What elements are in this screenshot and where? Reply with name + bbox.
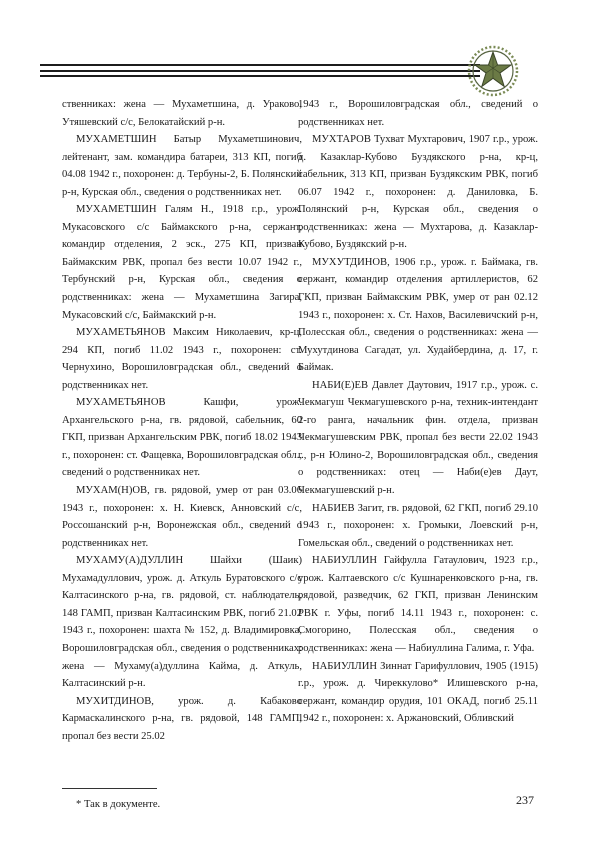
star-emblem-icon — [467, 45, 519, 97]
entry-paragraph: НАБИ(Е)ЕВ Давлет Даутович, 1917 г.р., урож. с. Чекмагуш Чекмагушевского р-на, техник-интендант 2-го ранга, начальник фин. отдела, призван Чекмагушевским РВК, пропал без вести 22.02 1943 г., р-н Юлино-2, Ворошиловградская обл., сведения о родственниках: отец — Наби(е)ев Даут, Чекмагушевский р-н. — [298, 379, 538, 497]
footnote — [62, 798, 160, 812]
right-column — [298, 96, 538, 728]
entry-paragraph: НАБИУЛЛИН Гайфулла Гатаулович, 1923 г.р., урож. Калтаевского с/с Кушнаренковского р-на, гв. рядовой, разведчик, 62 ГКП, призван Ленинским РВК г. Уфы, погиб 14.11 1943 г., похоронен: с. Смогорино, Полесская обл., сведения о родственниках: жена — Набиуллина Галима, г. Уфа. — [298, 555, 538, 654]
entry-paragraph: МУХАМЕТЬЯНОВ Максим Николаевич, кр-ц, 294 КП, погиб 11.02 1943 г., похоронен: ст. Чернухино, Ворошиловградская обл., сведений о родственниках нет. — [62, 327, 302, 391]
entry-paragraph: МУХАМУ(А)ДУЛЛИН Шайхи (Шаик) Мухамадуллович, урож. д. Аткуль Буратовского с/с Калтасинского р-на, гв. рядовой, ст. наблюдатель, 148 ГАМП, призван Калтасинским РВК, погиб 21.02 1943 г., похоронен: шахта № 152, д. Владимировка, Ворошиловградская обл., сведения о родственниках: жена — Мухаму(а)дуллина Кайма, д. Аткуль, Калтасинский р-н. — [62, 555, 302, 690]
entry-paragraph: МУХАМЕТЬЯНОВ Кашфи, урож. Архангельского р-на, гв. рядовой, сабельник, 60 ГКП, призван Архангельским РВК, погиб 18.02 1943 г., похоронен: ст. Фащевка, Ворошиловградская обл., сведений о родственниках нет. — [62, 397, 302, 479]
entry-paragraph: ственниках: жена — Мухаметшина, д. Ураково, Утяшевский с/с, Белокатайский р-н. — [62, 99, 302, 128]
decorative-ribbon — [40, 64, 480, 77]
footnote-text: * Так в документе. — [76, 799, 161, 810]
entry-paragraph: МУХАМЕТШИН Галям Н., 1918 г.р., урож. Мукасовского с/с Баймакского р-на, сержант, командир отделения, 2 эск., 275 КП, призван Баймакским РВК, пропал без вести 10.07 1942 г., Тербунский р-н, Курская обл., сведения о родственниках: жена — Мухаметшина Загира, Мукасовский с/с, Баймакский р-н. — [62, 204, 302, 321]
entry-paragraph: МУХИТДИНОВ, урож. д. Кабаково Кармаскалинского р-на, гв. рядовой, 148 ГАМП, пропал без вести 25.02 — [62, 695, 302, 742]
entry-paragraph: МУХАМ(Н)ОВ, гв. рядовой, умер от ран 03.06 1943 г., похоронен: х. Н. Киевск, Анновский с/с, Россошанский р-н, Воронежская обл., сведений о родственниках нет. — [62, 485, 302, 549]
entry-paragraph: МУХУТДИНОВ, 1906 г.р., урож. г. Баймака, гв. сержант, командир отделения артиллеристов, 62 ГКП, призван Баймакским РВК, умер от ран 02.12 1943 г., похоронен: х. Ст. Нахов, Василевичский р-н, Полесская обл., сведения о родственниках: жена — Мухутдинова Сагадат, ул. Худайбердина, д. 17, г. Баймак. — [298, 256, 538, 374]
footnote-divider — [62, 788, 157, 789]
entry-paragraph: НАБИУЛЛИН Зиннат Гарифуллович, 1905 (1915) г.р., урож. д. Чиреккулово* Илишевского р-на, сержант, командир орудия, 101 ОКАД, погиб 25.11 1942 г., похоронен: х. Аржановский, Обливский — [298, 660, 538, 725]
entry-paragraph: 1943 г., Ворошиловградская обл., сведений о родственниках нет. — [298, 99, 538, 128]
entry-paragraph: МУХАМЕТШИН Батыр Мухаметшинович, лейтенант, зам. командира батареи, 313 КП, погиб 04.08 1942 г., похоронен: д. Тербуны-2, Б. Полянский р-н, Курская обл., сведения о родственниках нет. — [62, 134, 302, 198]
page-number: 237 — [516, 793, 534, 807]
left-column — [62, 96, 302, 745]
entry-paragraph: МУХТАРОВ Тухват Мухтарович, 1907 г.р., урож. д. Казаклар-Кубово Буздякского р-на, кр-ц, сабельник, 313 КП, призван Буздякским РВК, погиб 06.07 1942 г., похоронен: д. Даниловка, Б. Полянский р-н, Курская обл., сведения о родственниках: жена — Мухтарова, д. Казаклар-Кубово, Буздякский р-н. — [298, 134, 538, 251]
entry-paragraph: НАБИЕВ Загит, гв. рядовой, 62 ГКП, погиб 29.10 1943 г., похоронен: х. Громыки, Лоевский р-н, Гомельская обл., сведений о родственниках нет. — [298, 502, 538, 549]
